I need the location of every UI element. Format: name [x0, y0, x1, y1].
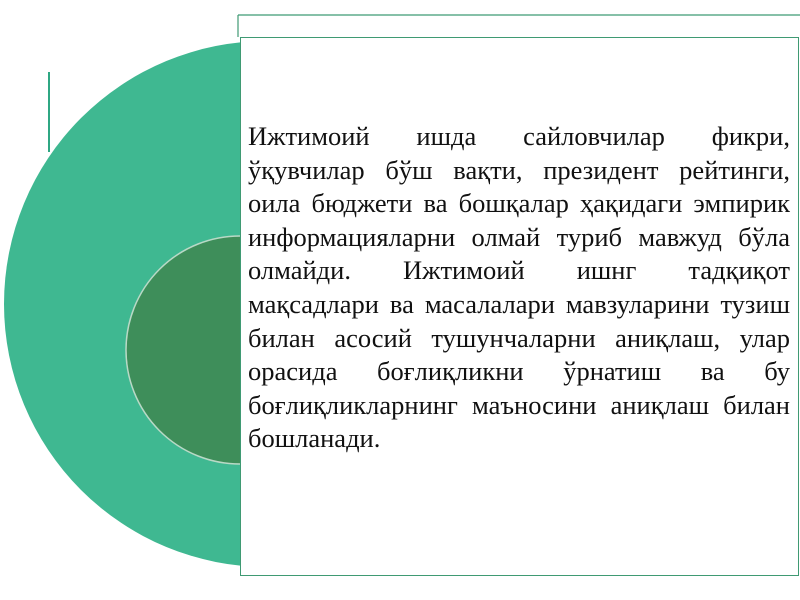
body-paragraph: Ижтимоий ишда сайловчилар фикри, ўқувчилар бўш вақти, президент рейтинги, оила бюджети ва бошқалар ҳақидаги эмпирик информацияларни олмай туриб мавжуд бўла олмайди. Ижтимоий ишнг тадқиқот мақсадлари ва масалалари мавзуларини тузиш билан асосий тушунчаларни аниқлаш, улар орасида боғлиқликни ўрнатиш ва бу боғлиқликларнинг маъносини аниқлаш билан бошланади. [248, 121, 790, 454]
accent-line [48, 72, 50, 152]
